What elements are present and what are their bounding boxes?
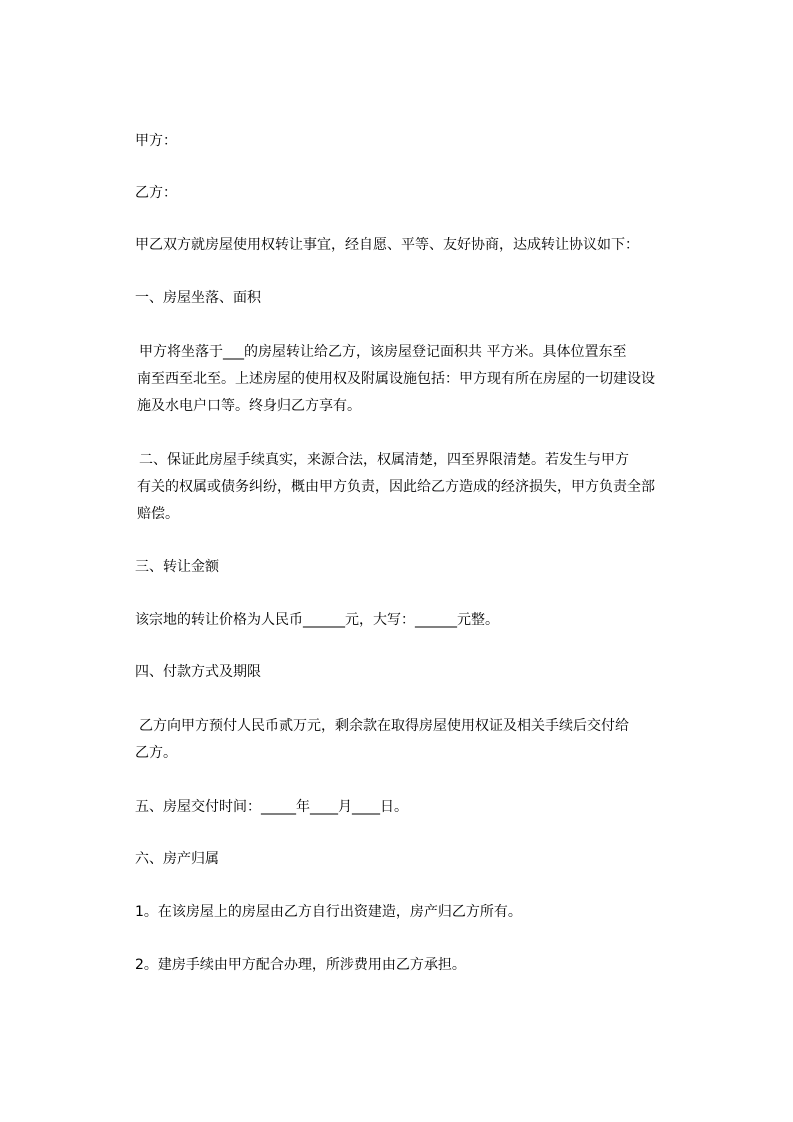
section-2-line-2: 有关的权属或债务纠纷，概由甲方负责，因此给乙方造成的经济损失，甲方负责全部 [137,479,655,495]
section-1-title: 一、房屋坐落、面积 [135,290,261,306]
section-4-line-2: 乙方。 [135,745,177,761]
section-2-line-3: 赔偿。 [137,506,179,522]
party-a-label: 甲方： [135,133,177,149]
intro-paragraph: 甲乙双方就房屋使用权转让事宜，经自愿、平等、友好协商，达成转让协议如下： [135,237,639,253]
section-6-item-1: 1。在该房屋上的房屋由乙方自行出资建造，房产归乙方所有。 [135,904,522,920]
section-3-body: 该宗地的转让价格为人民币______元，大写：______元整。 [135,612,499,628]
section-4-title: 四、付款方式及期限 [135,664,261,680]
section-1-body-line-1: 甲方将坐落于___的房屋转让给乙方，该房屋登记面积共 平方米。具体位置东至 [139,344,627,360]
section-2-line-1: 二、保证此房屋手续真实，来源合法，权属清楚，四至界限清楚。若发生与甲方 [139,452,629,468]
section-6-title: 六、房产归属 [135,851,219,867]
section-4-line-1: 乙方向甲方预付人民币贰万元，剩余款在取得房屋使用权证及相关手续后交付给 [139,718,629,734]
section-6-item-2: 2。建房手续由甲方配合办理，所涉费用由乙方承担。 [135,957,466,973]
section-1-body-line-2: 南至西至北至。上述房屋的使用权及附属设施包括：甲方现有所在房屋的一切建设设 [137,371,655,387]
section-1-body-line-3: 施及水电户口等。终身归乙方享有。 [137,398,361,414]
section-3-title: 三、转让金额 [135,559,219,575]
party-b-label: 乙方： [135,185,177,201]
section-5-delivery-time: 五、房屋交付时间：_____年____月____日。 [135,799,408,815]
